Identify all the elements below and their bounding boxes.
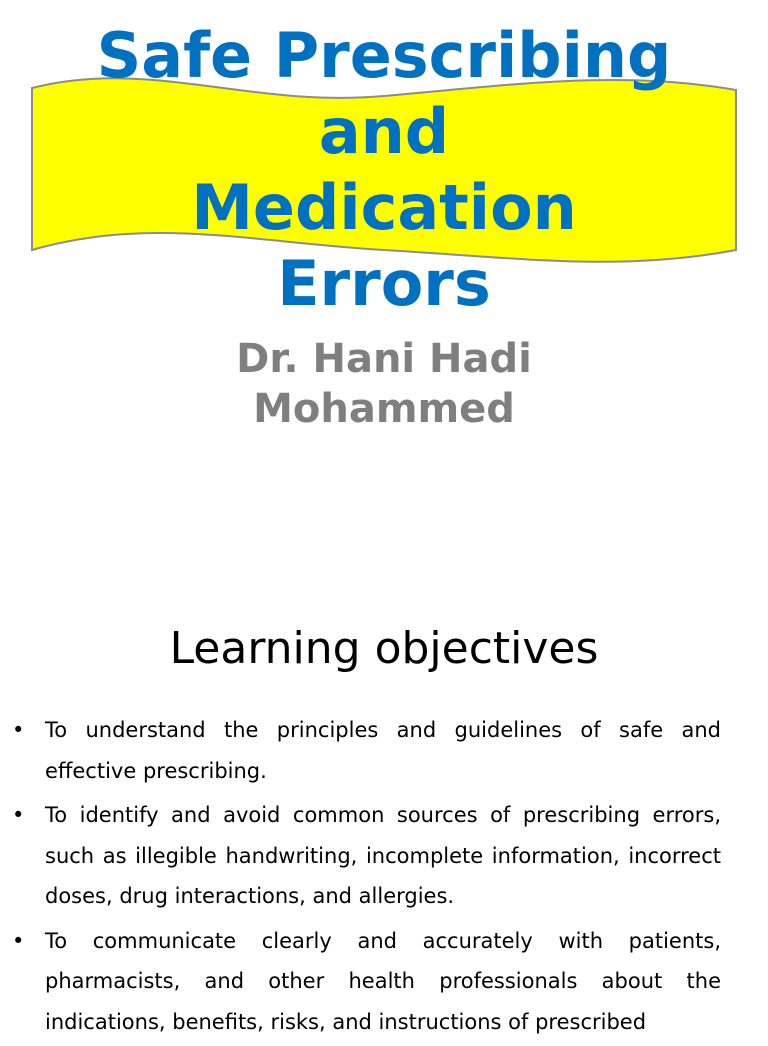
author-line-2: Mohammed [253,386,515,432]
objective-text-1: To understand the principles and guidelines of safe and effective prescribing. [45,718,721,783]
learning-objectives-list [0,710,768,1046]
title-line-1: Safe Prescribing [96,19,672,92]
objective-text-2: To identify and avoid common sources of prescribing errors, such as illegible handwriting, incomplete information, incorrect doses, drug interactions, and allergies. [45,803,721,908]
learning-objectives-heading: Learning objectives [169,623,599,674]
objective-text-3: To communicate clearly and accurately with patients, pharmacists, and other health professionals about the indications, benefits, risks, and instructions of prescribed [45,928,721,1034]
title-line-4: Errors [277,247,491,320]
author-line-1: Dr. Hani Hadi [236,336,532,382]
bullet-icon: • [12,928,25,953]
title-line-3: Medication [191,171,577,244]
slide-title [0,18,768,322]
bullet-icon: • [12,803,25,827]
objective-item-1 [0,710,768,791]
bullet-icon: • [12,718,25,742]
author-name [0,334,768,434]
title-line-2: and [318,95,450,168]
objective-item-2 [0,795,768,917]
